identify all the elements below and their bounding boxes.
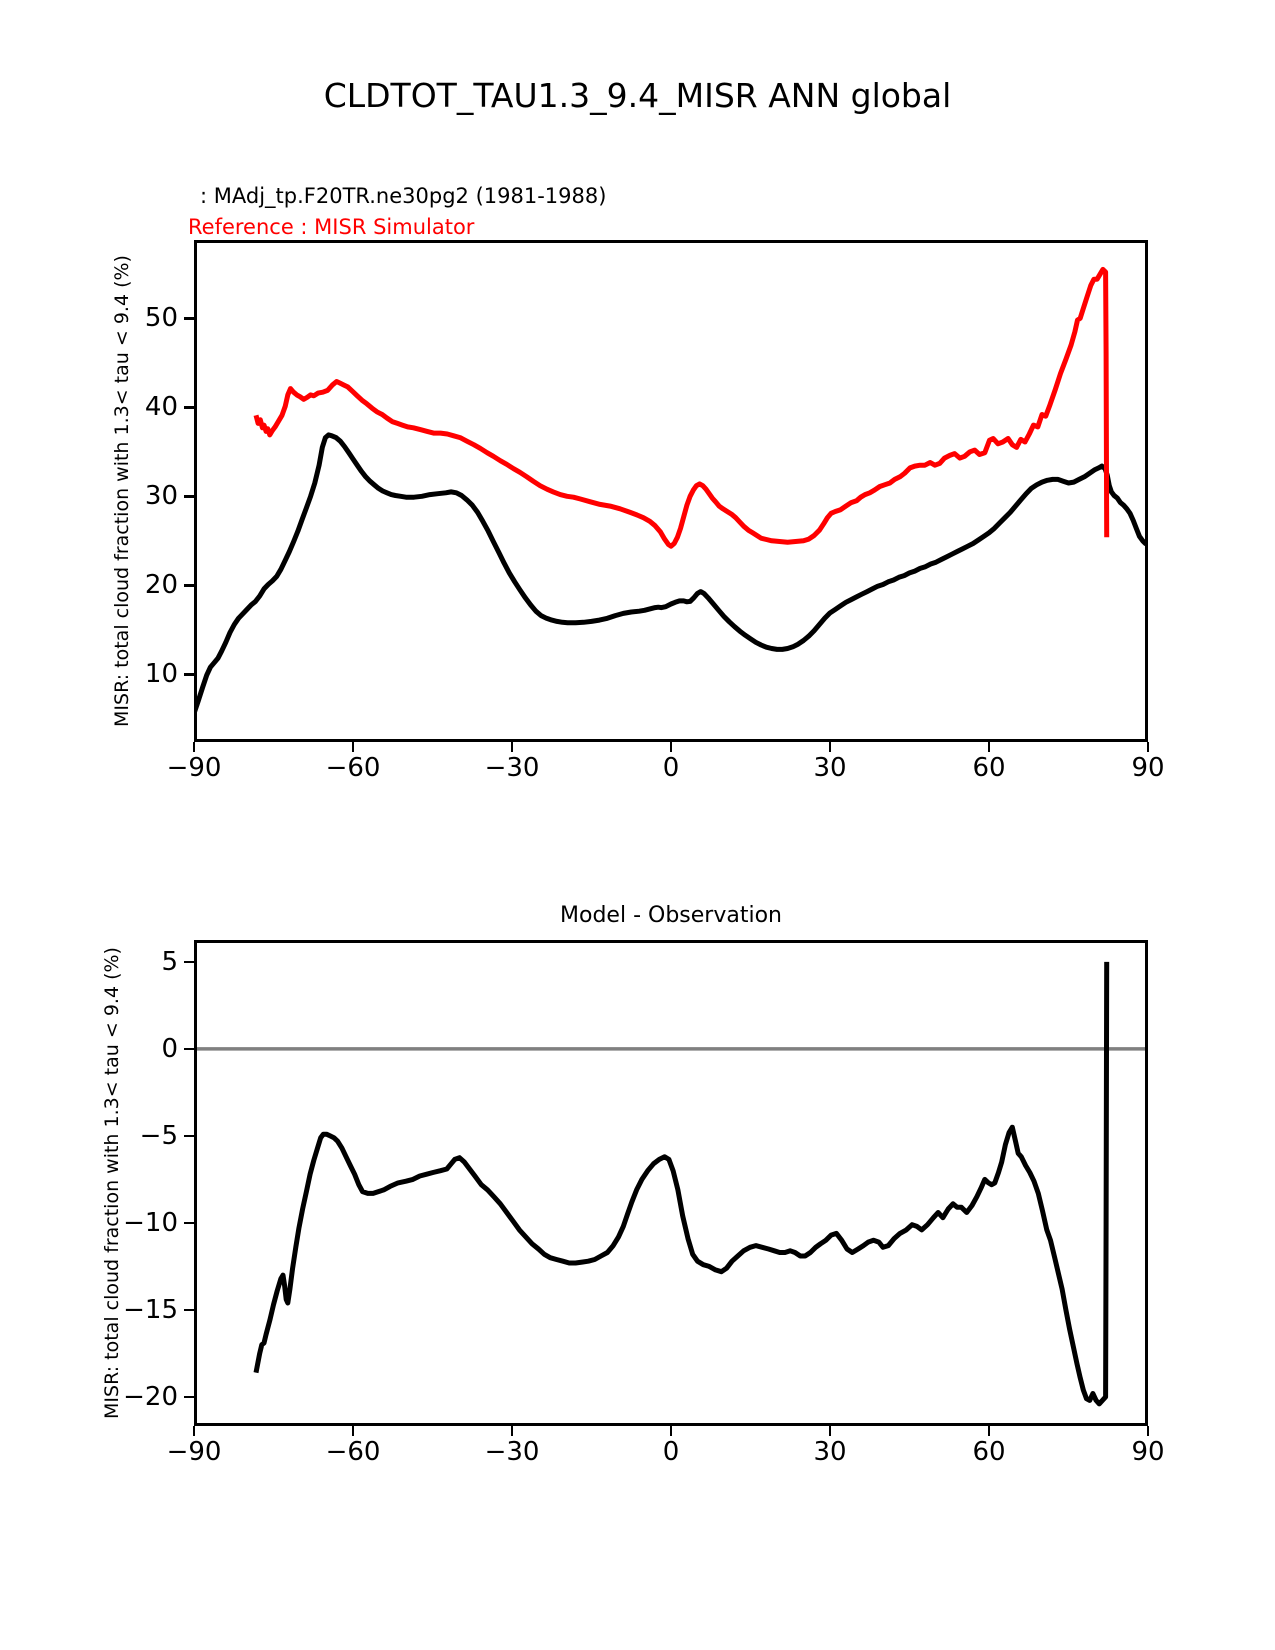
y-axis-label: MISR: total cloud fraction with 1.3< tau < 9.4 (%) [111,255,133,727]
y-axis-label: MISR: total cloud fraction with 1.3< tau < 9.4 (%) [101,947,123,1419]
y-tick [184,1135,194,1138]
y-tick [184,961,194,964]
x-tick-label: 30 [813,1437,847,1467]
y-tick [184,1309,194,1312]
x-tick-label: −90 [166,1437,222,1467]
y-tick-label: 0 [161,1033,178,1064]
x-tick-label: −90 [166,753,222,783]
y-tick [184,1222,194,1225]
y-tick-label: 20 [144,570,178,601]
x-tick [670,1426,673,1436]
x-tick [988,1426,991,1436]
y-tick-label: 40 [144,392,178,423]
axes-spines [194,940,1148,1426]
x-tick [829,1426,832,1436]
x-tick-label: 0 [662,1437,680,1467]
x-tick [193,1426,196,1436]
y-tick-label: 10 [144,659,178,690]
x-tick-label: −30 [484,1437,540,1467]
y-tick-label: 50 [144,303,178,334]
x-tick-label: 30 [813,753,847,783]
x-tick-label: 0 [662,753,680,783]
x-tick [511,1426,514,1436]
x-tick-label: 90 [1131,1437,1165,1467]
x-tick [1147,1426,1150,1436]
x-tick-label: 60 [972,753,1006,783]
y-tick [184,1396,194,1399]
x-tick [352,1426,355,1436]
subtitle-model: : MAdj_tp.F20TR.ne30pg2 (1981-1988) [200,184,607,208]
y-tick-label: −10 [123,1207,178,1238]
chart-title: Model - Observation [560,903,782,928]
y-tick-label: 5 [161,946,178,977]
y-tick [184,1048,194,1051]
x-tick-label: 60 [972,1437,1006,1467]
subtitle-reference: Reference : MISR Simulator [188,215,475,239]
x-tick-label: −30 [484,753,540,783]
x-tick-label: 90 [1131,753,1165,783]
y-tick-label: −15 [123,1294,178,1325]
figure-title: CLDTOT_TAU1.3_9.4_MISR ANN global [323,76,952,115]
y-tick-label: −5 [139,1120,178,1151]
x-tick-label: −60 [325,1437,381,1467]
y-tick-label: 30 [144,481,178,512]
x-tick-label: −60 [325,753,381,783]
y-tick-label: −20 [123,1381,178,1412]
